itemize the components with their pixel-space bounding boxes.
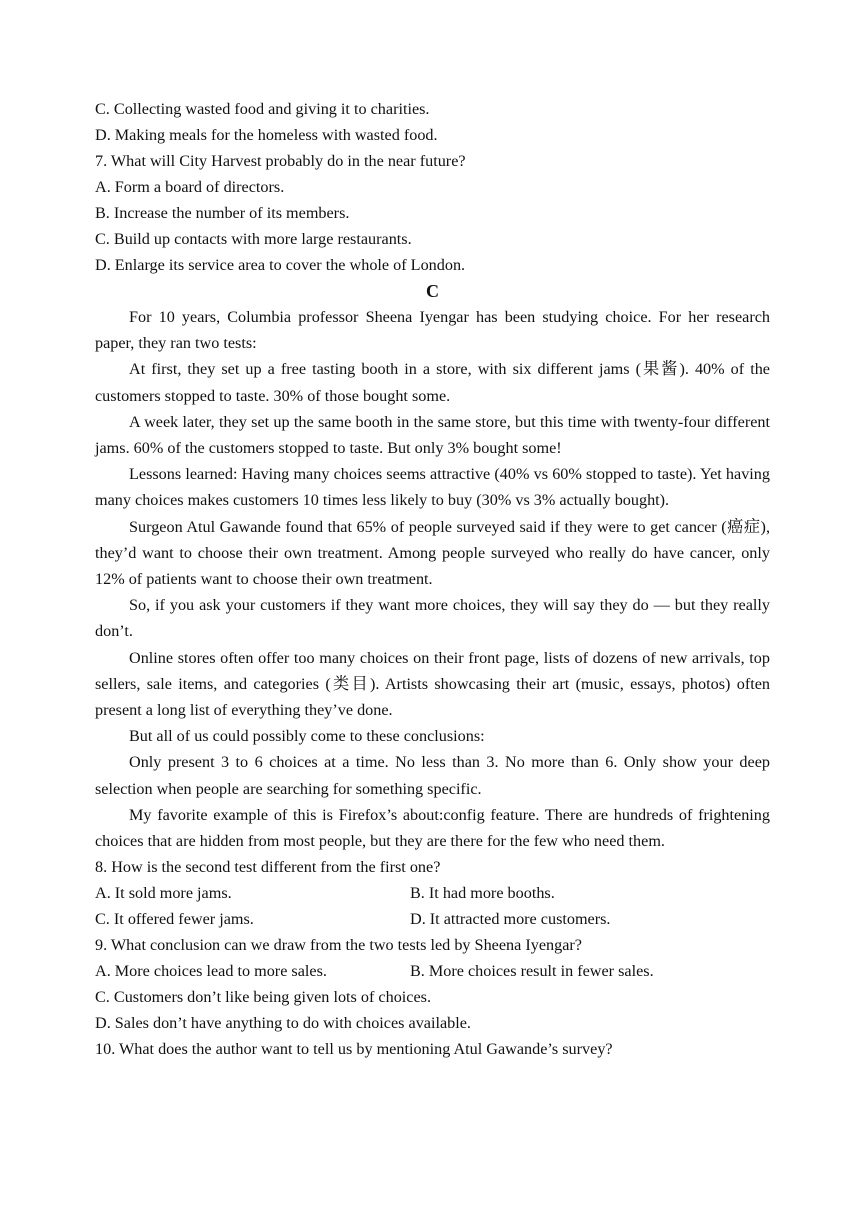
option-a: A. Form a board of directors. (95, 178, 285, 196)
options-row (95, 906, 770, 932)
question-8 (95, 854, 770, 932)
option-d: D. It attracted more customers. (410, 910, 611, 929)
passage-body (95, 304, 770, 854)
paragraph: Only present 3 to 6 choices at a time. No less than 3. No more than 6. Only show your deep selection when people are searching for something specific. (95, 753, 770, 798)
question-stem: 7. What will City Harvest probably do in the near future? (95, 152, 466, 170)
question-10 (95, 1036, 770, 1062)
paragraph: But all of us could possibly come to these conclusions: (129, 727, 485, 746)
options-row (95, 958, 770, 984)
question-9 (95, 932, 770, 1036)
option-c: C. It offered fewer jams. (95, 910, 254, 929)
option-c: C. Build up contacts with more large restaurants. (95, 230, 412, 248)
option-d: D. Making meals for the homeless with wasted food. (95, 126, 438, 144)
question-stem: 10. What does the author want to tell us by mentioning Atul Gawande’s survey? (95, 1040, 613, 1059)
option-b: B. Increase the number of its members. (95, 204, 350, 222)
question-stem: 8. How is the second test different from the first one? (95, 858, 441, 877)
document-page (95, 96, 770, 1062)
paragraph: A week later, they set up the same booth in the same store, but this time with twenty-four different jams. 60% of the customers stopped to taste. But only 3% bought some! (95, 412, 770, 458)
question-7 (95, 148, 770, 278)
option-a: A. More choices lead to more sales. (95, 962, 327, 981)
paragraph: For 10 years, Columbia professor Sheena Iyengar has been studying choice. For her research paper, they ran two tests: (95, 308, 770, 353)
paragraph: So, if you ask your customers if they want more choices, they will say they do — but they really don’t. (95, 596, 770, 641)
option-b: B. More choices result in fewer sales. (410, 962, 654, 981)
options-row (95, 880, 770, 906)
paragraph: Online stores often offer too many choices on their front page, lists of dozens of new arrivals, top sellers, sale items, and categories (类目). Artists showcasing their art (music, essays, photos) often present a long list of everything they’ve done. (95, 648, 770, 720)
paragraph: My favorite example of this is Firefox’s about:config feature. There are hundreds of frightening choices that are hidden from most people, but they are there for the few who need them. (95, 805, 770, 851)
option-c: C. Collecting wasted food and giving it to charities. (95, 100, 430, 118)
paragraph: At first, they set up a free tasting booth in a store, with six different jams (果酱). 40% of the customers stopped to taste. 30% of those bought some. (95, 360, 770, 405)
option-b: B. It had more booths. (410, 884, 555, 903)
question-6-options (95, 96, 770, 148)
paragraph: Lessons learned: Having many choices seems attractive (40% vs 60% stopped to taste). Yet having many choices makes customers 10 times less likely to buy (30% vs 3% actually bought). (95, 465, 770, 510)
option-c: C. Customers don’t like being given lots of choices. (95, 988, 432, 1007)
option-d: D. Enlarge its service area to cover the whole of London. (95, 256, 466, 274)
question-stem: 9. What conclusion can we draw from the two tests led by Sheena Iyengar? (95, 936, 582, 955)
passage-heading: C (426, 281, 439, 301)
paragraph: Surgeon Atul Gawande found that 65% of people surveyed said if they were to get cancer (癌症), they’d want to choose their own treatment. Among people surveyed who really do have cancer, only 12% of patients want to choose their own treatment. (95, 517, 770, 589)
option-a: A. It sold more jams. (95, 884, 232, 903)
option-d: D. Sales don’t have anything to do with choices available. (95, 1014, 471, 1033)
